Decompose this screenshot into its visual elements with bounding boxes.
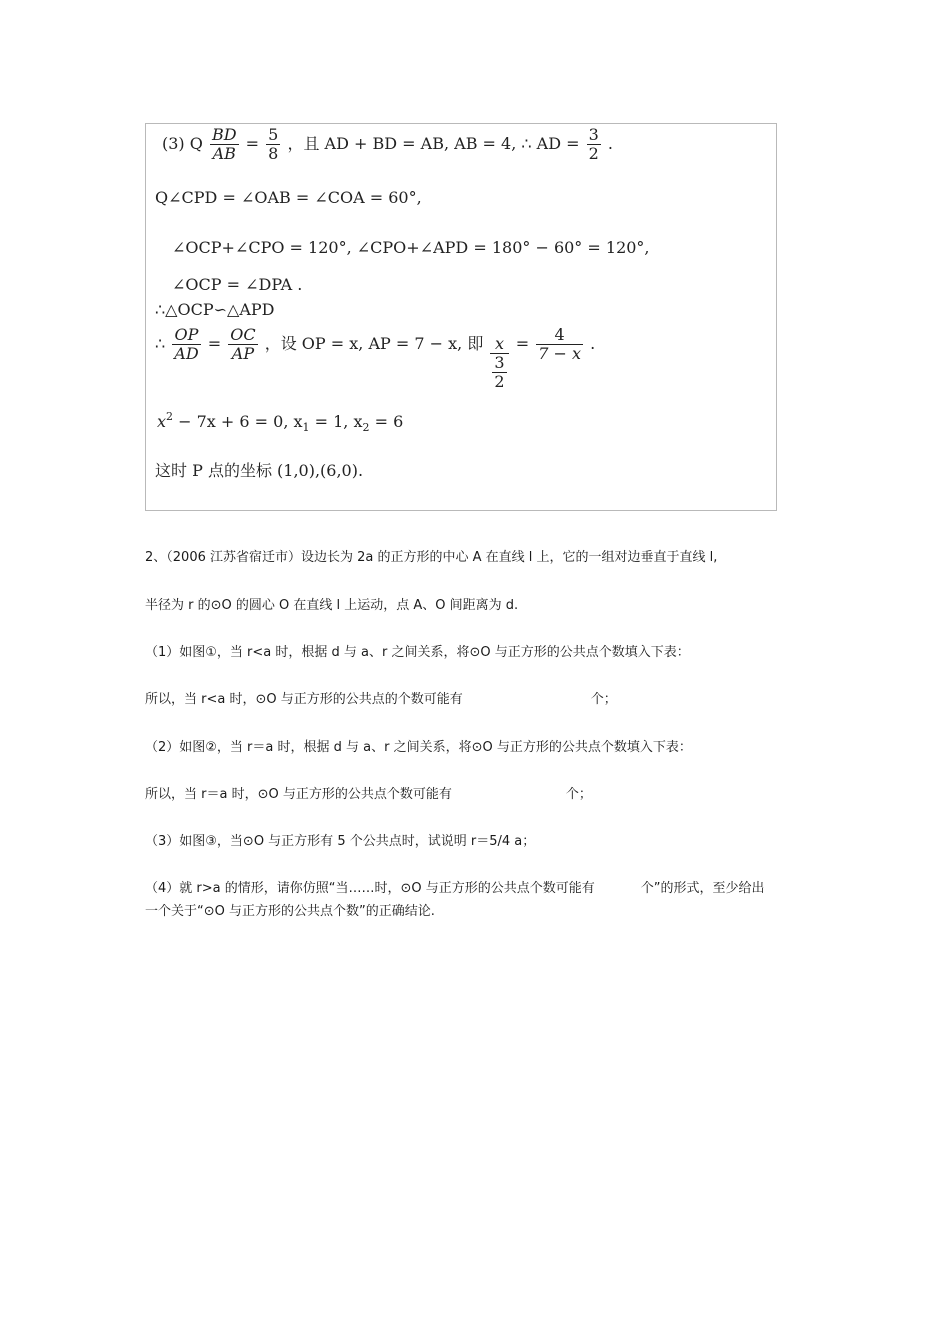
numerator: 3 [588, 125, 599, 144]
fraction-oc-ap [228, 326, 257, 363]
text: 所以，当 r<a 时，⊙O 与正方形的公共点的个数可能有 [145, 692, 463, 707]
denominator: AB [210, 144, 239, 163]
denominator [490, 353, 508, 391]
numerator: 3 [494, 353, 505, 372]
denominator: 2 [588, 144, 599, 163]
numerator: 4 [554, 325, 565, 344]
denominator: 2 [494, 372, 505, 391]
denominator: 8 [268, 144, 279, 163]
denominator: 7 − x [538, 344, 581, 363]
equals: = [207, 334, 222, 353]
fraction-5-8 [266, 126, 280, 163]
equals: = [515, 334, 530, 353]
text: 个； [565, 787, 592, 802]
text: 所以，当 r＝a 时，⊙O 与正方形的公共点个数可能有 [145, 787, 452, 802]
denominator: AP [228, 344, 257, 363]
text: = 1, x [309, 412, 363, 431]
fraction-3-2-inner [492, 354, 506, 391]
text: ，设 OP = x, AP = 7 − x, 即 [264, 334, 484, 353]
part-3: （3）如图③，当⊙O 与正方形有 5 个公共点时，试说明 r＝5/4 a； [145, 834, 536, 849]
subscript: 2 [362, 421, 370, 434]
text: x [157, 412, 167, 431]
fraction-3-2 [587, 126, 601, 163]
solution-line-3: ∠OCP+∠CPO = 120°, ∠CPO+∠APD = 180° − 60° = 120°, [172, 238, 650, 257]
denominator: AD [174, 344, 199, 363]
solution-line-6 [155, 326, 595, 391]
solution-line-4: ∠OCP = ∠DPA . [172, 275, 303, 294]
text: 个”的形式，至少给出 [640, 881, 765, 896]
text: （4）就 r>a 的情形，请你仿照“当……时，⊙O 与正方形的公共点个数可能有 [145, 881, 595, 896]
therefore: ∴ [155, 334, 166, 353]
fraction-4-over-7-x [536, 326, 583, 363]
superscript: 2 [166, 410, 174, 423]
solution-line-7 [157, 410, 403, 434]
solution-line-5: ∴△OCP∽△APD [155, 300, 275, 319]
part-4 [145, 877, 764, 896]
numerator: OC [230, 325, 256, 344]
numerator: OP [174, 325, 199, 344]
part-2: （2）如图②，当 r＝a 时，根据 d 与 a、r 之间关系，将⊙O 与正方形的公共点个数填入下表： [145, 740, 692, 755]
fraction-x-over-3-2 [490, 335, 508, 391]
numerator: 5 [268, 125, 279, 144]
solution-line-8: 这时 P 点的坐标 (1,0),(6,0). [155, 461, 364, 480]
part-4-line-2: 一个关于“⊙O 与正方形的公共点个数”的正确结论. [145, 904, 435, 919]
fraction-op-ad [172, 326, 200, 363]
part-1-answer [145, 688, 617, 707]
solution-line-1 [162, 126, 613, 163]
text: = 6 [369, 412, 404, 431]
question-line-1: 2、（2006 江苏省宿迁市）设边长为 2a 的正方形的中心 A 在直线 l 上，它的一组对边垂直于直线 l, [145, 550, 718, 565]
question-line-2: 半径为 r 的⊙O 的圆心 O 在直线 l 上运动，点 A、O 间距离为 d. [145, 598, 519, 613]
text: ，且 AD + BD = AB, AB = 4, ∴ AD = [287, 134, 580, 153]
subscript: 1 [302, 421, 310, 434]
numerator: BD [211, 125, 237, 144]
numerator: x [495, 334, 505, 353]
part-2-answer [145, 783, 592, 802]
part-1: （1）如图①，当 r<a 时，根据 d 与 a、r 之间关系，将⊙O 与正方形的公共点个数填入下表： [145, 645, 690, 660]
period: . [607, 134, 613, 153]
equals: = [245, 134, 260, 153]
solution-line-2: Q∠CPD = ∠OAB = ∠COA = 60°, [155, 188, 422, 207]
fraction-bd-ab [210, 126, 239, 163]
text: 个； [590, 692, 617, 707]
text: − 7x + 6 = 0, x [173, 412, 303, 431]
text: (3) Q [162, 134, 203, 153]
period: . [590, 334, 596, 353]
